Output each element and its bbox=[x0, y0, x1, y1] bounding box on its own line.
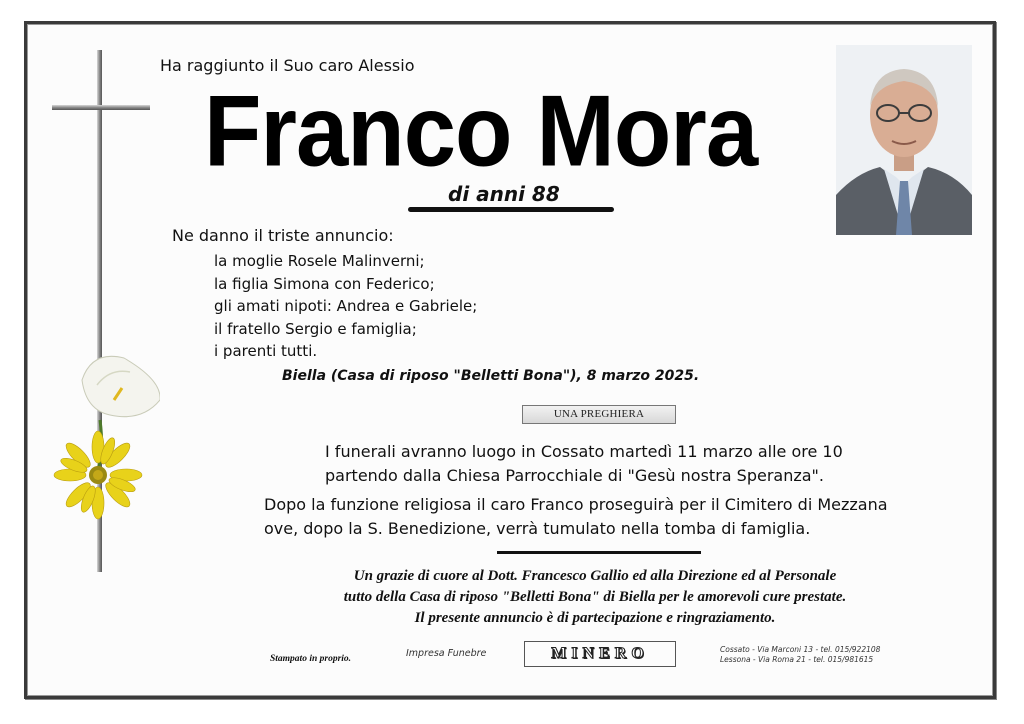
relative-line: i parenti tutti. bbox=[214, 342, 318, 360]
burial-line: Dopo la funzione religiosa il caro Franco proseguirà per il Cimitero di Mezzana bbox=[264, 495, 888, 514]
age-text: di anni 88 bbox=[448, 182, 560, 206]
burial-info bbox=[264, 493, 888, 541]
relative-line: il fratello Sergio e famiglia; bbox=[214, 319, 417, 338]
lily-flower-icon bbox=[82, 356, 160, 416]
funeral-info bbox=[325, 440, 843, 488]
company-logo: MINERO bbox=[524, 641, 676, 667]
thanks-line: tutto della Casa di riposo "Belletti Bona" di Biella per le amorevoli cure prestate. bbox=[343, 589, 847, 605]
place-date: Biella (Casa di riposo "Belletti Bona"), 8 marzo 2025. bbox=[282, 368, 700, 384]
contact-line: Cossato - Via Marconi 13 - tel. 015/922108 bbox=[720, 645, 881, 654]
divider bbox=[497, 551, 701, 554]
divider bbox=[408, 207, 614, 212]
portrait-photo bbox=[836, 45, 972, 235]
daisy-flower-icon bbox=[54, 431, 142, 519]
printed-note: Stampato in proprio. bbox=[270, 654, 352, 664]
relative-line: la moglie Rosele Malinverni; bbox=[214, 252, 425, 270]
relative-line: la figlia Simona con Federico; bbox=[214, 274, 435, 293]
prayer-button[interactable]: UNA PREGHIERA bbox=[522, 405, 676, 424]
funeral-line: I funerali avranno luogo in Cossato martedì 11 marzo alle ore 10 bbox=[325, 442, 843, 461]
contact-line: Lessona - Via Roma 21 - tel. 015/981615 bbox=[720, 655, 874, 664]
deceased-name: Franco Mora bbox=[204, 73, 758, 187]
announcement-heading: Ne danno il triste annuncio: bbox=[172, 226, 394, 245]
relatives-list bbox=[214, 250, 477, 363]
impresa-label: Impresa Funebre bbox=[406, 648, 487, 659]
relative-line: gli amati nipoti: Andrea e Gabriele; bbox=[214, 297, 478, 315]
funeral-line: partendo dalla Chiesa Parrocchiale di "Gesù nostra Speranza". bbox=[325, 466, 824, 485]
thanks-line: Il presente annuncio è di partecipazione e ringraziamento. bbox=[414, 610, 776, 626]
thanks-line: Un grazie di cuore al Dott. Francesco Gallio ed alla Direzione ed al Personale bbox=[353, 568, 837, 584]
intro-text: Ha raggiunto il Suo caro Alessio bbox=[160, 56, 415, 75]
cross-icon bbox=[52, 50, 160, 575]
company-contacts bbox=[720, 645, 880, 665]
burial-line: ove, dopo la S. Benedizione, verrà tumulato nella tomba di famiglia. bbox=[264, 519, 811, 538]
thanks-text bbox=[260, 566, 930, 629]
